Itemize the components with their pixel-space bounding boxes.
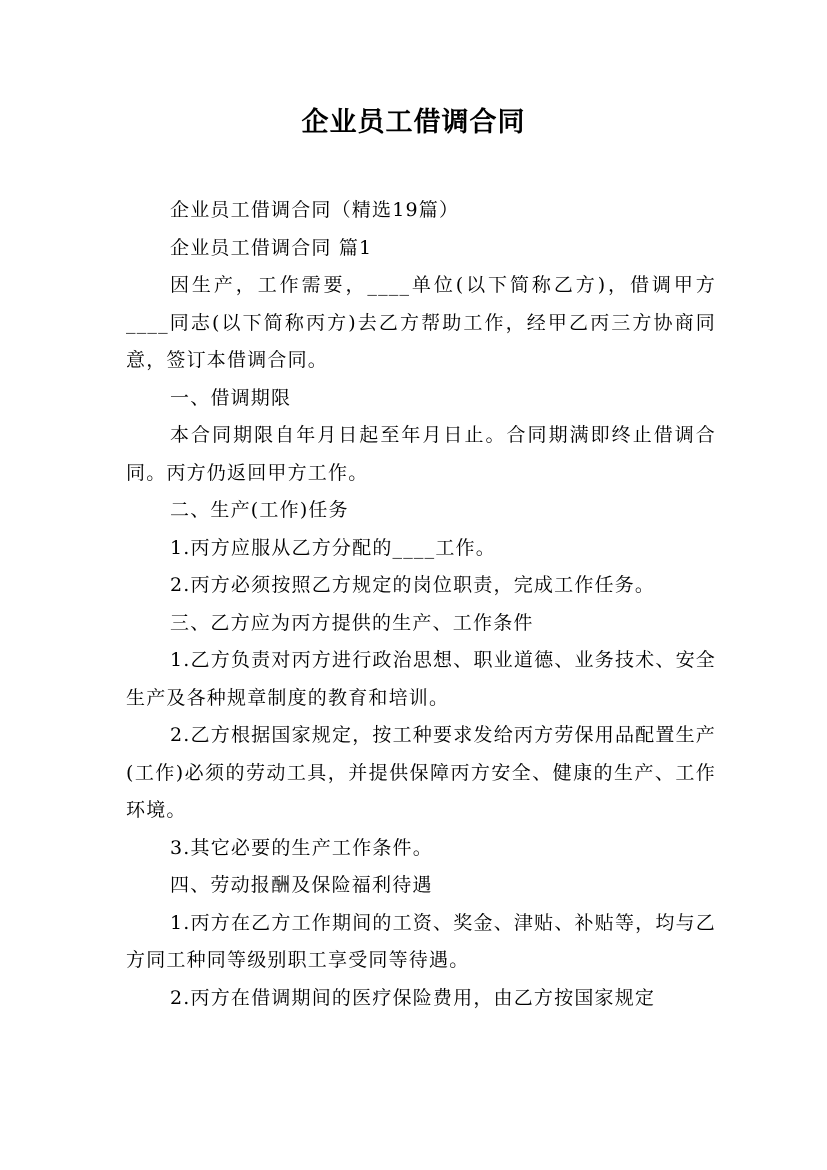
list-item: 2.丙方必须按照乙方规定的岗位职责，完成工作任务。 bbox=[170, 574, 656, 596]
section-heading: 一、借调期限 bbox=[170, 386, 292, 409]
section-heading: 二、生产(工作)任务 bbox=[170, 499, 349, 521]
section-heading: 四、劳动报酬及保险福利待遇 bbox=[170, 874, 433, 896]
section-heading: 三、乙方应为丙方提供的生产、工作条件 bbox=[170, 611, 534, 634]
paragraph: 本合同期限自年月日起至年月日止。合同期满即终止借调合同。丙方仍返回甲方工作。 bbox=[126, 424, 716, 484]
list-item: 3.其它必要的生产工作条件。 bbox=[170, 836, 433, 859]
list-item: 1.丙方应服从乙方分配的____工作。 bbox=[170, 536, 496, 559]
list-item: 1.丙方在乙方工作期间的工资、奖金、津贴、补贴等，均与乙方同工种同等级别职工享受同等待遇。 bbox=[126, 911, 716, 971]
paragraph: 因生产，工作需要，____单位(以下简称乙方)，借调甲方____同志(以下简称丙方)去乙方帮助工作，经甲乙丙三方协商同意，签订本借调合同。 bbox=[126, 274, 716, 371]
document-body bbox=[126, 192, 716, 1017]
list-item: 2.乙方根据国家规定，按工种要求发给丙方劳保用品配置生产(工作)必须的劳动工具，并提供保障丙方安全、健康的生产、工作环境。 bbox=[126, 724, 716, 821]
document-title: 企业员工借调合同 bbox=[301, 107, 526, 138]
list-item: 2.丙方在借调期间的医疗保险费用，由乙方按国家规定 bbox=[170, 986, 656, 1009]
paragraph: 企业员工借调合同 篇1 bbox=[170, 236, 373, 259]
list-item: 1.乙方负责对丙方进行政治思想、职业道德、业务技术、安全生产及各种规章制度的教育和培训。 bbox=[126, 649, 716, 709]
paragraph: 企业员工借调合同（精选19篇） bbox=[170, 199, 460, 221]
